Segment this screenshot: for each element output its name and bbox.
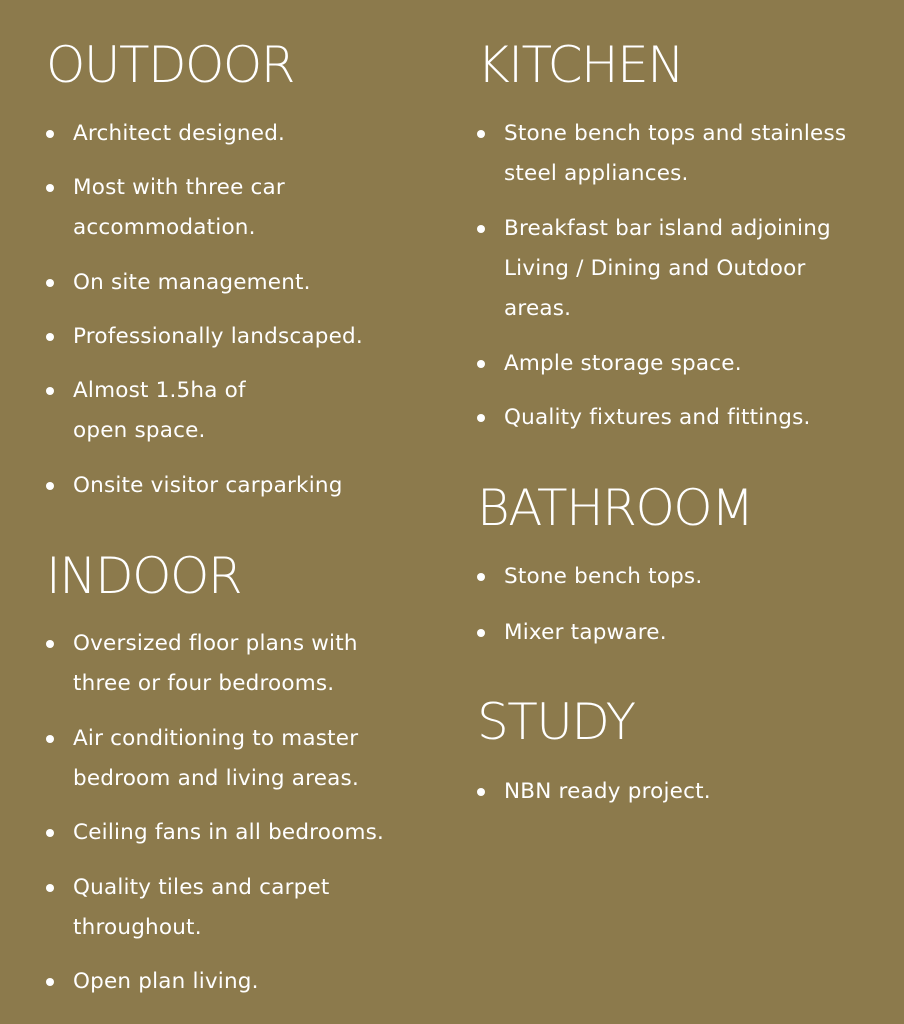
bullet-icon — [46, 279, 54, 287]
list-item: Stone bench tops and stainless steel appliances. — [477, 114, 857, 194]
bullet-icon — [477, 573, 485, 581]
kitchen-heading: KITCHEN — [477, 36, 684, 94]
list-item: Quality tiles and carpet throughout. — [46, 868, 406, 948]
list-item: Ceiling fans in all bedrooms. — [46, 813, 406, 853]
outdoor-heading: OUTDOOR — [46, 36, 294, 94]
list-item: On site management. — [46, 263, 406, 303]
study-heading: STUDY — [477, 693, 635, 751]
bullet-icon — [477, 130, 485, 138]
list-item: Architect designed. — [46, 114, 406, 154]
bullet-icon — [46, 184, 54, 192]
bullet-icon — [477, 629, 485, 637]
list-item: Air conditioning to master bedroom and living areas. — [46, 719, 406, 799]
bathroom-heading: BATHROOM — [477, 479, 753, 537]
bullet-icon — [46, 333, 54, 341]
bullet-icon — [46, 130, 54, 138]
list-item: Onsite visitor carparking — [46, 466, 406, 506]
list-item: Ample storage space. — [477, 344, 857, 384]
list-item: Quality fixtures and fittings. — [477, 398, 857, 438]
bullet-icon — [477, 788, 485, 796]
bullet-icon — [46, 387, 54, 395]
bullet-icon — [46, 978, 54, 986]
list-item: Stone bench tops. — [477, 557, 857, 597]
bullet-icon — [477, 225, 485, 233]
indoor-heading: INDOOR — [46, 547, 242, 605]
bullet-icon — [46, 829, 54, 837]
list-item: Professionally landscaped. — [46, 317, 406, 357]
list-item: Oversized floor plans with three or four bedrooms. — [46, 624, 406, 704]
bullet-icon — [46, 640, 54, 648]
list-item: NBN ready project. — [477, 772, 857, 812]
list-item: Almost 1.5ha of open space. — [46, 371, 406, 451]
bullet-icon — [46, 735, 54, 743]
bullet-icon — [477, 414, 485, 422]
list-item: Mixer tapware. — [477, 613, 857, 653]
bullet-icon — [46, 482, 54, 490]
list-item: Open plan living. — [46, 962, 406, 1002]
list-item: Most with three car accommodation. — [46, 168, 406, 248]
bullet-icon — [46, 884, 54, 892]
bullet-icon — [477, 360, 485, 368]
list-item: Breakfast bar island adjoining Living / Dining and Outdoor areas. — [477, 209, 857, 329]
